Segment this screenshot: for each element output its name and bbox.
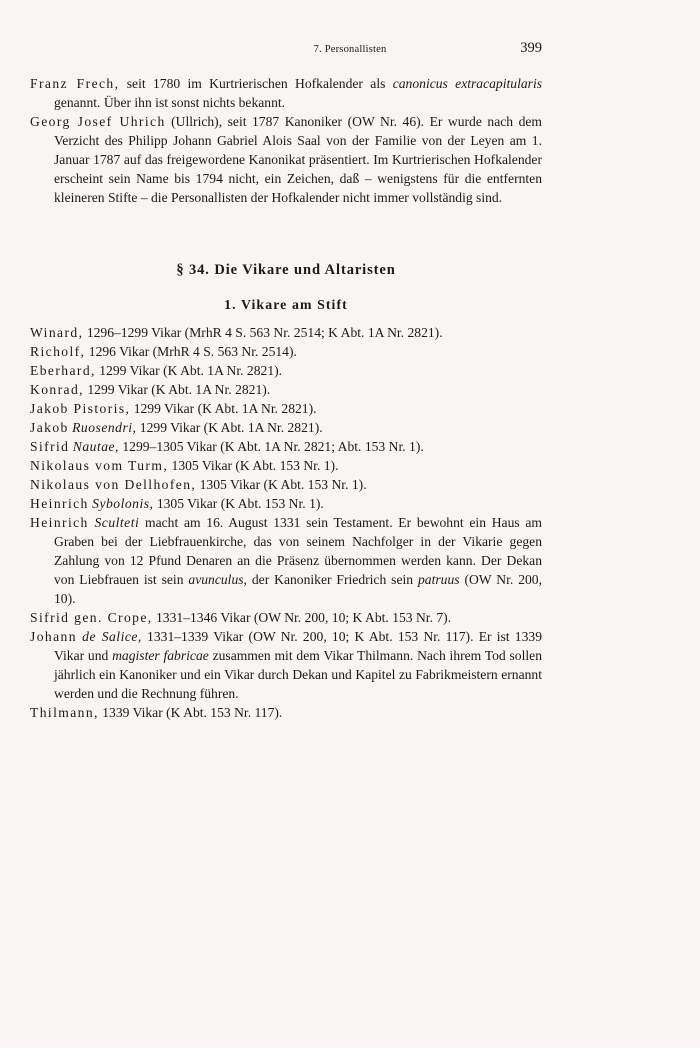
entry-text: 1331–1339 Vikar (OW Nr. 200, 10; K Abt. 153 Nr. 117). Er ist 1339 Vikar und: [54, 629, 542, 663]
entry-richolf: [30, 342, 542, 361]
entry-text: 1296 Vikar (MrhR 4 S. 563 Nr. 2514).: [85, 344, 297, 359]
person-name: Heinrich: [30, 496, 89, 511]
entry-italic-term: canonicus extracapitularis: [392, 76, 543, 91]
person-name-italic: Sculteti: [94, 515, 140, 530]
entry-text: 1299 Vikar (K Abt. 1A Nr. 2821).: [95, 363, 283, 378]
entry-text: 1339 Vikar (K Abt. 153 Nr. 117).: [98, 705, 283, 720]
entry-text: , der Kanoniker Friedrich sein: [243, 572, 418, 587]
entry-text: 1305 Vikar (K Abt. 153 Nr. 1).: [153, 496, 324, 511]
entry-thilmann: [30, 703, 542, 722]
entry-text: (Ullrich), seit 1787 Kanoniker (OW Nr. 46). Er wurde nach dem Verzicht des Philipp Johann Gabriel Alois Saal von der Familie von der Leyen am 1. Januar 1787 auf das freigewordene Kanonikat präsentiert. Im Kurtrierischen Hofkalender erscheint sein Name bis 1794 nicht, ein Zeichen, daß – wenigstens für die entfernten kleineren Stifte – die Personallisten der Hofkalender nicht immer vollständig sind.: [54, 114, 542, 205]
page-number: 399: [520, 40, 542, 56]
entry-georg-josef-uhrich: [30, 112, 542, 207]
person-name: Winard,: [30, 325, 84, 340]
person-name: Nikolaus von Dellhofen,: [30, 477, 197, 492]
entry-text: 1296–1299 Vikar (MrhR 4 S. 563 Nr. 2514; K Abt. 1A Nr. 2821).: [83, 325, 443, 340]
entry-text: 1305 Vikar (K Abt. 153 Nr. 1).: [168, 458, 339, 473]
person-name: Konrad,: [30, 382, 84, 397]
entry-eberhard: [30, 361, 542, 380]
entry-text: 1299 Vikar (K Abt. 1A Nr. 2821).: [83, 382, 271, 397]
entry-text: 1299 Vikar (K Abt. 1A Nr. 2821).: [136, 420, 323, 435]
person-name-italic: Sybolonis,: [92, 496, 154, 511]
entry-text: seit 1780 im Kurtrierischen Hofkalender als: [119, 76, 393, 91]
person-name: Sifrid gen. Crope,: [30, 610, 153, 625]
entry-italic-term: avunculus: [188, 572, 244, 587]
person-name: Jakob: [30, 420, 69, 435]
person-name: Heinrich: [30, 515, 89, 530]
person-name-italic: Ruosendri,: [72, 420, 137, 435]
entry-text: zusammen mit dem Vikar Thilmann. Nach ihrem Tod sollen jährlich ein Kanoniker und ein Vikar durch Dekan und Kapitel zu Fabrikmeistern ernannt werden und die Rechnung führen.: [54, 648, 542, 701]
entry-text: 1305 Vikar (K Abt. 153 Nr. 1).: [196, 477, 367, 492]
entry-text: 1331–1346 Vikar (OW Nr. 200, 10; K Abt. 153 Nr. 7).: [152, 610, 452, 625]
running-head: [0, 40, 700, 60]
entry-text: (OW Nr. 200, 10).: [54, 572, 542, 606]
entry-text: 1299 Vikar (K Abt. 1A Nr. 2821).: [130, 401, 317, 416]
entry-sifrid-crope: [30, 608, 542, 627]
person-name-italic: Nautae,: [72, 439, 119, 454]
entry-heinrich-sybolonis: [30, 494, 542, 513]
entry-franz-frech: [30, 74, 542, 112]
person-name-italic: de Salice,: [82, 629, 142, 644]
entry-italic-term: patruus: [417, 572, 460, 587]
entry-nikolaus-von-dellhofen: [30, 475, 542, 494]
person-name: Eberhard,: [30, 363, 96, 378]
entry-italic-term: magister fabricae: [112, 648, 209, 663]
entry-text: 1299–1305 Vikar (K Abt. 1A Nr. 2821; Abt. 153 Nr. 1).: [118, 439, 424, 454]
entry-heinrich-sculteti: [30, 513, 542, 608]
subsection-heading: 1. Vikare am Stift: [224, 297, 348, 312]
entry-johann-de-salice: [30, 627, 542, 703]
entry-text: macht am 16. August 1331 sein Testament. Er bewohnt ein Haus am Graben bei der Liebfrauenkirche, das von seinem Nachfolger in der Vikarie gegen Zahlung von 12 Pfund Denaren an die Präsenz übernommen werden kann. Der Dekan von Liebfrauen ist sein: [54, 515, 542, 587]
entry-nikolaus-vom-turm: [30, 456, 542, 475]
text-block: [30, 74, 542, 722]
person-name: Thilmann,: [30, 705, 99, 720]
entry-jakob-pistoris: [30, 399, 542, 418]
entry-konrad: [30, 380, 542, 399]
person-name: Georg Josef Uhrich: [30, 114, 166, 129]
section-heading: § 34. Die Vikare und Altaristen: [176, 262, 396, 278]
person-name: Johann: [30, 629, 77, 644]
person-name: Nikolaus vom Turm,: [30, 458, 169, 473]
person-name: Sifrid: [30, 439, 70, 454]
person-name: Franz Frech,: [30, 76, 120, 91]
running-title: 7. Personallisten: [313, 44, 387, 55]
person-name: Richolf,: [30, 344, 86, 359]
entry-winard: [30, 323, 542, 342]
entry-text: genannt. Über ihn ist sonst nichts bekannt.: [54, 95, 286, 110]
entry-jakob-ruosendri: [30, 418, 542, 437]
person-name: Jakob Pistoris,: [30, 401, 131, 416]
entry-sifrid-nautae: [30, 437, 542, 456]
